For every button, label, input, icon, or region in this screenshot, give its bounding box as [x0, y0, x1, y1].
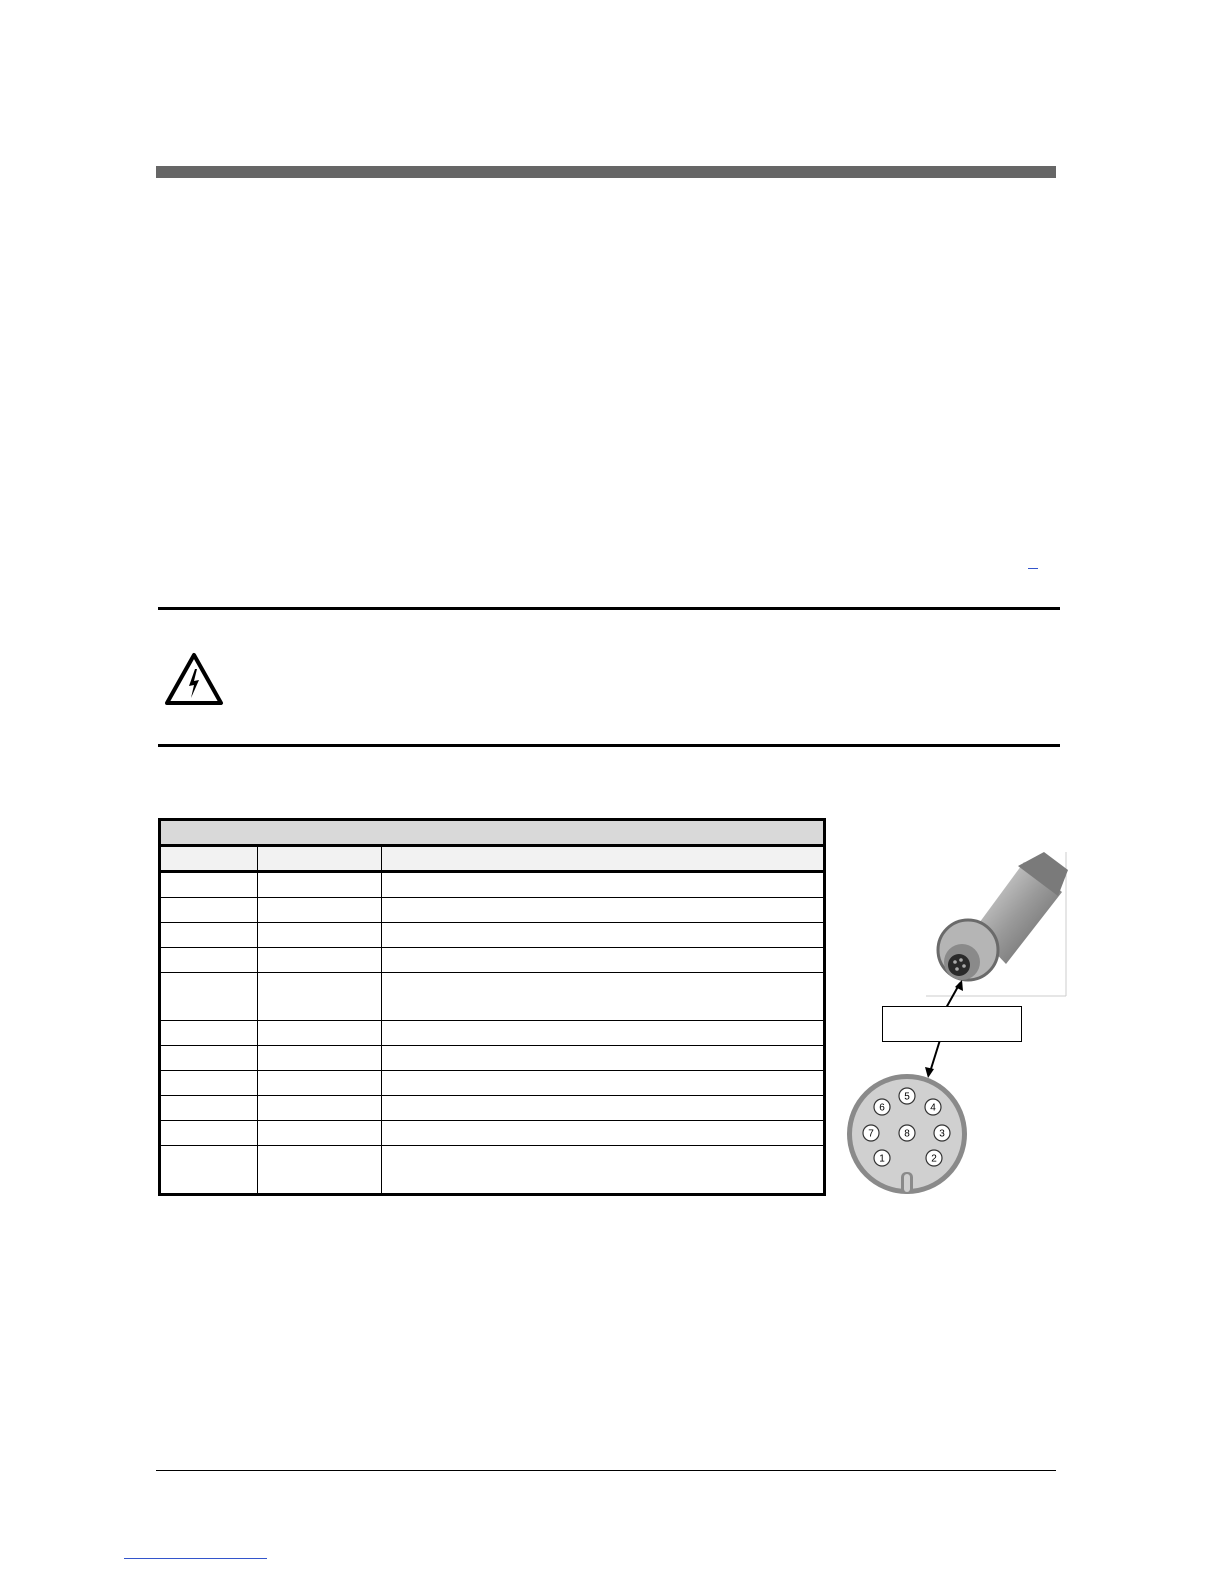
connector-pin-label: 8	[904, 1128, 910, 1140]
description-cell	[382, 1096, 825, 1121]
table-row	[160, 973, 825, 1021]
signal-cell	[258, 1146, 382, 1195]
table-row	[160, 872, 825, 898]
signal-cell	[258, 1121, 382, 1146]
pin-cell	[160, 923, 258, 948]
warning-bottom-rule	[158, 744, 1060, 747]
connector-pin-label: 1	[879, 1153, 885, 1165]
high-voltage-warning-icon	[164, 652, 224, 706]
signal-cell	[258, 973, 382, 1021]
connector-pin-label: 3	[939, 1128, 945, 1140]
connector-pin-label: 2	[931, 1153, 937, 1165]
table-title	[160, 820, 825, 846]
pin-cell	[160, 1146, 258, 1195]
description-cell	[382, 872, 825, 898]
signal-cell	[258, 898, 382, 923]
pin-cell	[160, 1046, 258, 1071]
signal-cell	[258, 1046, 382, 1071]
pin-cell	[160, 1121, 258, 1146]
connector-pin-label: 7	[868, 1128, 874, 1140]
connector-pin-label: 6	[879, 1102, 885, 1114]
pin-cell	[160, 898, 258, 923]
description-cell	[382, 973, 825, 1021]
footer-rule	[156, 1470, 1056, 1471]
pin-cell	[160, 948, 258, 973]
sensor-photo	[926, 852, 1068, 998]
warning-top-rule	[158, 607, 1060, 610]
table-row	[160, 923, 825, 948]
table-row	[160, 1121, 825, 1146]
table-row	[160, 1046, 825, 1071]
signal-cell	[258, 1021, 382, 1046]
signal-cell	[258, 1071, 382, 1096]
connector-pinout-diagram	[842, 1072, 972, 1198]
table-row	[160, 1096, 825, 1121]
description-cell	[382, 898, 825, 923]
description-cell	[382, 1071, 825, 1096]
table-row	[160, 898, 825, 923]
description-cell	[382, 1046, 825, 1071]
description-cell	[382, 923, 825, 948]
pin-cell	[160, 973, 258, 1021]
description-cell	[382, 1021, 825, 1046]
header-signal	[258, 846, 382, 872]
table-body	[160, 872, 825, 1195]
pin-assignment-table	[158, 818, 826, 1196]
signal-cell	[258, 872, 382, 898]
connector-callout-box	[882, 1006, 1022, 1042]
signal-cell	[258, 923, 382, 948]
connector-pin-label: 5	[904, 1091, 910, 1103]
description-cell	[382, 948, 825, 973]
signal-cell	[258, 948, 382, 973]
table-row	[160, 1071, 825, 1096]
pin-cell	[160, 1071, 258, 1096]
description-cell	[382, 1121, 825, 1146]
table-row	[160, 1146, 825, 1195]
pin-cell	[160, 1096, 258, 1121]
connector-pin-label: 4	[930, 1102, 936, 1114]
pin-cell	[160, 872, 258, 898]
table-row	[160, 948, 825, 973]
link-underline[interactable]	[1028, 568, 1038, 569]
header-pin	[160, 846, 258, 872]
footer-link[interactable]	[124, 1558, 267, 1559]
section-header-bar	[156, 166, 1056, 178]
table-row	[160, 1021, 825, 1046]
pin-cell	[160, 1021, 258, 1046]
signal-cell	[258, 1096, 382, 1121]
header-description	[382, 846, 825, 872]
description-cell	[382, 1146, 825, 1195]
